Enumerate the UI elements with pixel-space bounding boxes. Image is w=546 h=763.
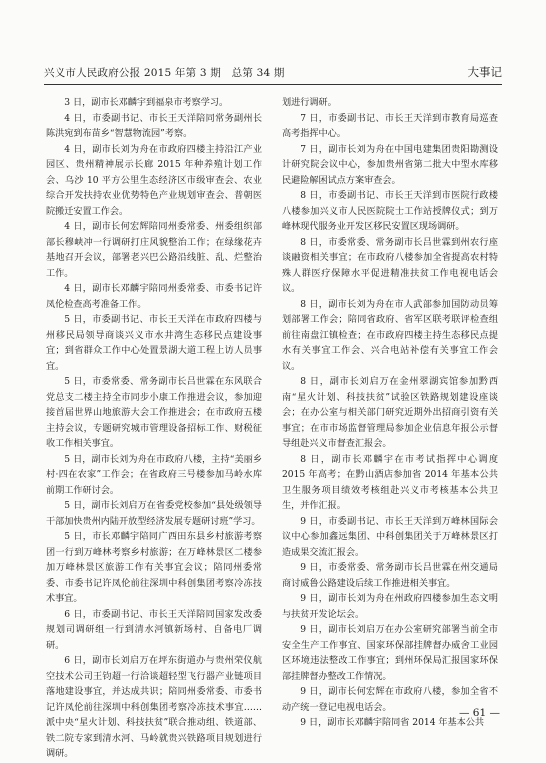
entry-paragraph: 9 日，副市长刘为舟在州政府四楼参加生态文明与扶贫开发论坛会。 bbox=[282, 594, 498, 620]
page-number: — 61 — bbox=[458, 707, 500, 719]
entry-paragraph: 5 日，副市长刘为舟在市政府八楼，主持“美丽乡村·四在农家”工作会；在省政府三号楼参加马岭水库前期工作研讨会。 bbox=[46, 454, 262, 496]
entry-paragraph: 4 日，市委副书记、市长王天洋陪同常务副州长陈洪宛到布苗乡“智慧物流园”考察。 bbox=[46, 113, 262, 139]
entry-paragraph: 9 日，市委常委、常务副市长吕世霖在州交通局商讨威鲁公路建设后续工作推进相关事宜。 bbox=[282, 563, 498, 589]
entry-paragraph: 6 日，副市长刘启万在坪东街道办与贵州荣仪航空技术公司王钧超一行洽谈超轻型飞行器产业链项目落地建设事宜，并达成共识；陪同州委常委、市委书记许凤伦前往深圳中科创集团考察冷冻技术事宜……派中央“星火计划、科技扶贫”联合推动组、铁道部、铁二院专家到清水河、马岭就贵兴铁路项目规划进行调研。 bbox=[46, 656, 262, 759]
entry-paragraph: 8 日，市委常委、常务副市长吕世霖到州农行座谈融资相关事宜；在市政府八楼参加全省提高农村特殊人群医疗保障水平促进精准扶贫工作电视电话会议。 bbox=[282, 237, 498, 294]
entry-paragraph: 9 日，副市长何宏辉在市政府八楼，参加全省不动产统一登记电视电话会。 bbox=[282, 687, 498, 713]
entry-paragraph: 5 日，市委副书记、市长王天洋在市政府四楼与州移民局领导商谈兴义市水井湾生态移民点建设事宜；到省群众工作中心处置景湖大道工程上访人员事宜。 bbox=[46, 315, 262, 372]
entry-paragraph: 4 日，副市长何宏辉陪同州委常委、州委组织部部长穆峡冲一行调研打庄风貌整治工作；在绿缘花卉基地召开会议，部署老兴巴公路沿线脏、乱、烂整治工作。 bbox=[46, 222, 262, 279]
entry-paragraph: 9 日，市委副书记、市长王天洋到万峰林国际会议中心参加鑫远集团、中科创集团关于万峰林景区打造成果交流汇报会。 bbox=[282, 516, 498, 558]
entry-paragraph: 9 日，副市长刘启万在办公室研究部署当前全市安全生产工作事宜、国家环保部挂牌督办威舍工业园区环境违法整改工作事宜；到州环保局汇报国家环保部挂牌督办整改工作情况。 bbox=[282, 625, 498, 682]
left-column bbox=[46, 96, 262, 763]
entry-paragraph: 4 日，副市长刘为舟在市政府四楼主持沿江产业园区、贵州精神展示长廊 2015 年种养殖计划工作会、乌沙 10 平方公里生态经济区市级审查会、农业综合开发扶持农业优势特色产业规划审查会、普朝医院搬迁安置工作会。 bbox=[46, 144, 262, 217]
entry-paragraph: 4 日，副市长邓麟宇陪同州委常委、市委书记许凤伦检查高考准备工作。 bbox=[46, 284, 262, 310]
entry-paragraph: 8 日，副市长邓麟宇在市考试指挥中心调度 2015 年高考；在黔山酒店参加省 2014 年基本公共卫生服务项目绩效考核组赴兴义市考核基本公共卫生，并作汇报。 bbox=[282, 454, 498, 511]
entry-paragraph: 6 日，市委副书记、市长王天洋陪同国家发改委规划司调研组一行到清水河镇新场村、自备电厂调研。 bbox=[46, 609, 262, 651]
section-title: 大事记 bbox=[467, 65, 502, 79]
entry-paragraph: 5 日，市委常委、常务副市长吕世霖在东风联合党总支二楼主持全市同步小康工作推进会议，参加迎接首届世界山地旅游大会工作推进会；在市政府五楼主持会议，专题研究城市管理设备招标工作、财税征收工作相关事宜。 bbox=[46, 377, 262, 449]
right-column bbox=[282, 96, 498, 732]
entry-paragraph: 8 日，副市长刘为舟在市人武部参加国防动员筹划部署工作会；陪同省政府、省军区联考联评检查组前往南盘江镇检查；在市政府四楼主持生态移民点提水有关事宜工作会、兴合电站补偿有关事宜工作会议。 bbox=[282, 299, 498, 372]
entry-paragraph: 8 日，副市长刘启万在金州翠湖宾馆参加黔西南“星火计划、科技扶贫”试验区铁路规划建设座谈会；在办公室与相关部门研究近期外出招商引资有关事宜；在市市场监督管理局参加企业信息年报公示督导组赴兴义市督查汇报会。 bbox=[282, 377, 498, 449]
page-header bbox=[44, 62, 502, 85]
entry-paragraph: 3 日，副市长邓麟宇到福泉市考察学习。 bbox=[64, 98, 229, 108]
entry-paragraph: 5 日，副市长刘启万在省委党校参加“县处级领导干部加快贵州内陆开放型经济发展专题研讨班”学习。 bbox=[46, 501, 262, 527]
entry-paragraph: 7 日，副市长刘为舟在中国电建集团贵阳勘测设计研究院会议中心，参加贵州省第二批大中型水库移民避险解困试点方案审查会。 bbox=[282, 144, 498, 186]
entry-paragraph: 9 日，副市长邓麟宇陪同省 2014 年基本公共 bbox=[300, 718, 485, 728]
entry-paragraph: 8 日，市委副书记、市长王天洋到市医院行政楼八楼参加兴义市人民医院院士工作站授牌仪式；到万峰林现代服务业开发区移民安置区现场调研。 bbox=[282, 191, 498, 232]
entry-continuation: 划进行调研。 bbox=[282, 98, 337, 108]
journal-title: 兴义市人民政府公报 2015 年第 3 期 总第 34 期 bbox=[44, 67, 285, 79]
entry-paragraph: 5 日，市长邓麟宇陪同广西田东县乡村旅游考察团一行到万峰林考察乡村旅游；在万峰林景区二楼参加万峰林景区旅游工作有关事宜会议；陪同州委常委、市委书记许凤伦前往深圳中科创集团考察冷冻技术事宜。 bbox=[46, 532, 262, 604]
entry-paragraph: 7 日，市委副书记、市长王天洋到市教育局巡查高考指挥中心。 bbox=[282, 113, 498, 139]
